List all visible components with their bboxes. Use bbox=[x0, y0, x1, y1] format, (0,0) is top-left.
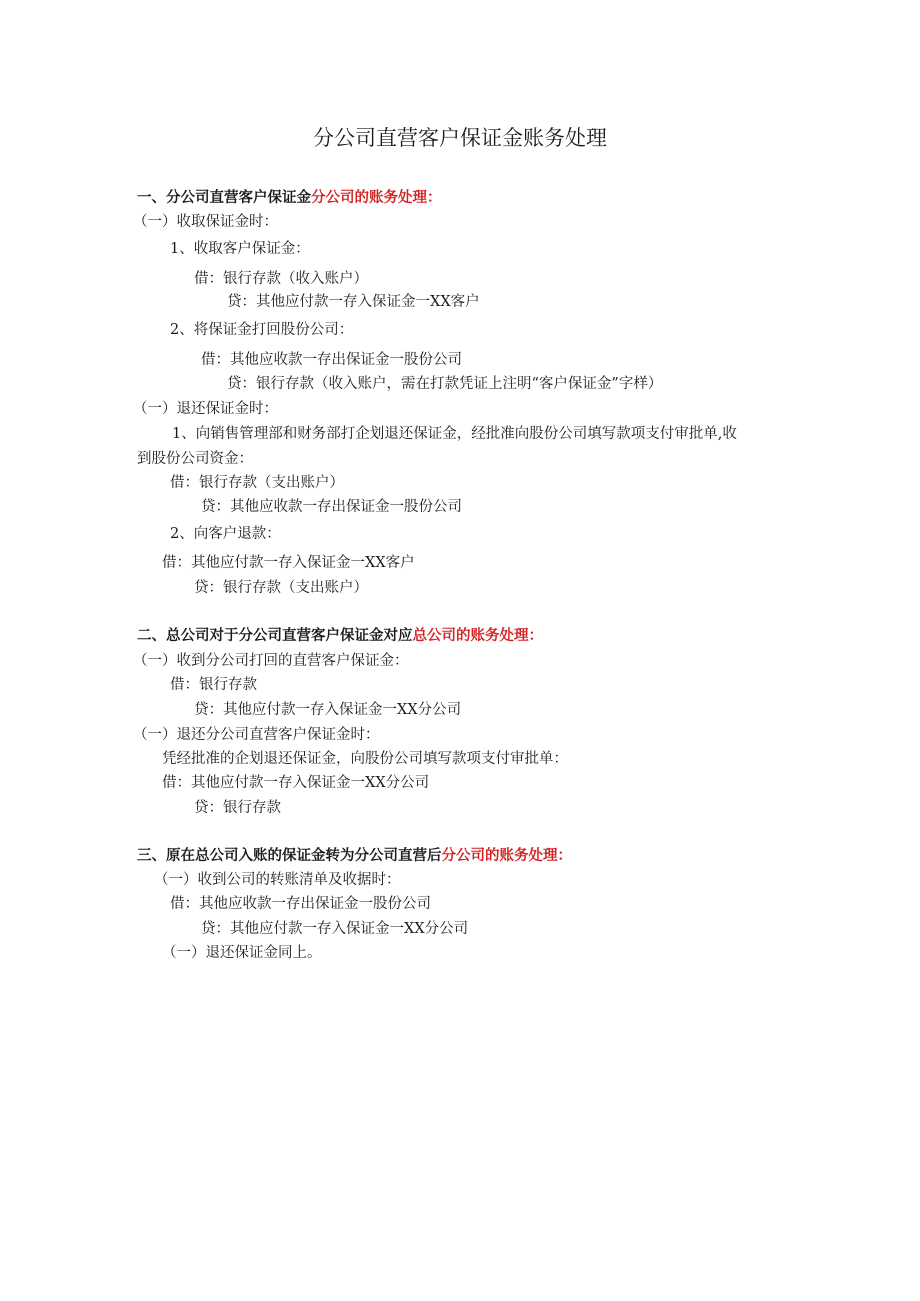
section-2-heading-text: 二、总公司对于分公司直营客户保证金对应 bbox=[137, 628, 413, 644]
credit-entry: 贷：银行存款（支出账户） bbox=[194, 580, 368, 596]
credit-entry: 贷：银行存款（收入账户，需在打款凭证上注明“客户保证金”字样） bbox=[227, 376, 663, 392]
credit-entry: 贷：其他应付款一存入保证金一XX分公司 bbox=[194, 702, 462, 718]
document-title: 分公司直营客户保证金账务处理 bbox=[313, 126, 607, 150]
text-line: （一）退还保证金时： bbox=[133, 401, 278, 417]
credit-entry: 贷：其他应付款一存入保证金一XX客户 bbox=[227, 294, 480, 310]
debit-entry: 借：银行存款 bbox=[170, 677, 257, 693]
debit-entry: 借：其他应收款一存出保证金一股份公司 bbox=[201, 352, 462, 368]
credit-entry: 贷：其他应收款一存出保证金一股份公司 bbox=[201, 499, 462, 515]
debit-entry: 借：其他应付款一存入保证金一XX客户 bbox=[162, 555, 415, 571]
text-line: （一）退还分公司直营客户保证金时： bbox=[133, 727, 380, 743]
section-1-heading bbox=[137, 188, 442, 208]
debit-entry: 借：银行存款（支出账户） bbox=[170, 475, 344, 491]
text-line: 2、将保证金打回股份公司： bbox=[170, 322, 354, 338]
text-line: （一）收到公司的转账清单及收据时： bbox=[154, 872, 401, 888]
section-3-heading bbox=[137, 846, 572, 866]
text-line: （一）收取保证金时： bbox=[133, 214, 278, 230]
text-line: 1、收取客户保证金： bbox=[170, 241, 310, 257]
section-3-heading-text: 三、原在总公司入账的保证金转为分公司直营后 bbox=[137, 848, 442, 864]
text-line: 1、向销售管理部和财务部打企划退还保证金，经批准向股份公司填写款项支付审批单,收 bbox=[172, 426, 737, 442]
section-2-heading-highlight: 总公司的账务处理： bbox=[412, 628, 543, 644]
section-1-heading-text: 一、分公司直营客户保证金 bbox=[137, 190, 311, 206]
text-line: 凭经批准的企划退还保证金，向股份公司填写款项支付审批单： bbox=[162, 751, 568, 767]
text-line: （一）收到分公司打回的直营客户保证金： bbox=[133, 653, 409, 669]
text-line: 到股份公司资金： bbox=[137, 451, 253, 467]
credit-entry: 贷：其他应付款一存入保证金一XX分公司 bbox=[201, 921, 469, 937]
text-line: （一）退还保证金同上。 bbox=[162, 945, 322, 961]
section-1-heading-highlight: 分公司的账务处理： bbox=[311, 190, 442, 206]
debit-entry: 借：银行存款（收入账户） bbox=[194, 271, 368, 287]
section-3-heading-highlight: 分公司的账务处理： bbox=[441, 848, 572, 864]
text-line: 2、向客户退款： bbox=[170, 526, 281, 542]
section-2-heading bbox=[137, 626, 543, 646]
debit-entry: 借：其他应收款一存出保证金一股份公司 bbox=[170, 896, 431, 912]
credit-entry: 贷：银行存款 bbox=[194, 800, 281, 816]
debit-entry: 借：其他应付款一存入保证金一XX分公司 bbox=[162, 775, 430, 791]
